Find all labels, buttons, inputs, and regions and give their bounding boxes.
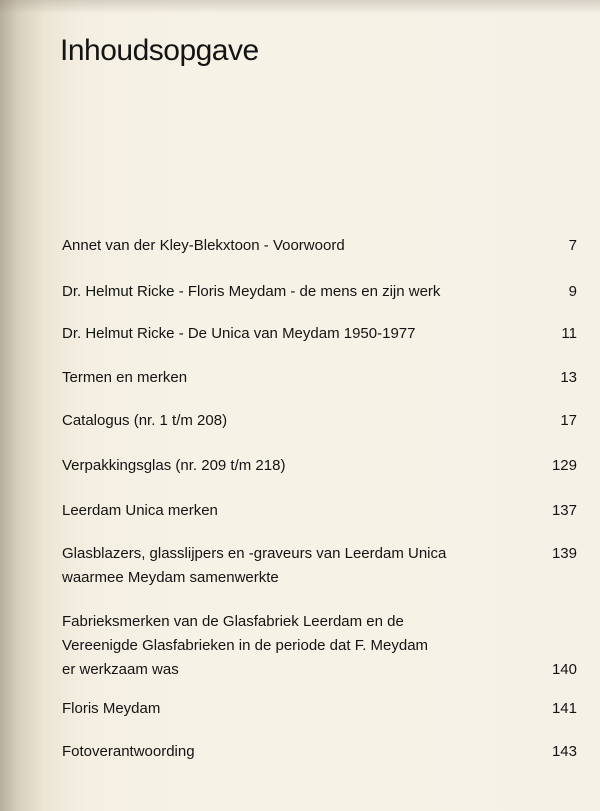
toc-entry-title-line: Verpakkingsglas (nr. 209 t/m 218) <box>62 457 286 474</box>
toc-entry-title <box>62 499 218 523</box>
toc-entry-title <box>62 234 345 258</box>
toc-entry-title-line: Fotoverantwoording <box>62 743 195 760</box>
toc-entry-title-line: er werkzaam was <box>62 661 179 678</box>
toc-entry-title <box>62 610 428 682</box>
toc-entry-title-line: Fabrieksmerken van de Glasfabriek Leerdam en de <box>62 613 404 630</box>
toc-entry-page-number: 11 <box>561 325 577 342</box>
toc-entry-title-line: Termen en merken <box>62 369 188 386</box>
toc-entry-title-line: Vereenigde Glasfabrieken in de periode dat F. Meydam <box>62 637 429 654</box>
toc-entry-page-number: 143 <box>551 743 577 760</box>
page-title: Inhoudsopgave <box>60 34 259 67</box>
toc-entry-title-line: Dr. Helmut Ricke - De Unica van Meydam 1950-1977 <box>62 325 416 342</box>
toc-entry-title-line: Dr. Helmut Ricke - Floris Meydam - de mens en zijn werk <box>62 283 441 300</box>
toc-entry-title <box>62 366 187 390</box>
toc-entry <box>62 234 577 258</box>
toc-entry-page-number: 129 <box>551 457 577 474</box>
toc-entry <box>62 409 577 433</box>
toc-entry-page-number: 13 <box>560 369 577 386</box>
toc-entry-title <box>62 280 440 304</box>
toc-entry-title <box>62 454 285 478</box>
toc-entry-title-line: waarmee Meydam samenwerkte <box>62 569 279 586</box>
toc-entry-page-number: 9 <box>568 283 577 300</box>
toc-entry-title <box>62 409 227 433</box>
toc-entry-title-line: Glasblazers, glasslijpers en -graveurs van Leerdam Unica <box>62 545 447 562</box>
toc-entry <box>62 697 577 721</box>
toc-entry-page-number: 137 <box>551 502 577 519</box>
toc-entry <box>62 366 577 390</box>
toc-entry <box>62 280 577 304</box>
toc-entry <box>62 610 577 682</box>
toc-entry-title-line: Leerdam Unica merken <box>62 502 218 519</box>
toc-entry <box>62 740 577 764</box>
toc-entry-page-number: 7 <box>568 237 577 254</box>
toc-entry <box>62 499 577 523</box>
toc-entry-title <box>62 697 160 721</box>
toc-entry-page-number: 141 <box>551 700 577 717</box>
toc-entry-page-number: 17 <box>560 412 577 429</box>
page-edge-shadow <box>0 0 600 14</box>
toc-entry <box>62 454 577 478</box>
toc-entry-page-number: 139 <box>551 545 577 562</box>
toc-entry-page-number: 140 <box>551 661 577 678</box>
toc-entry-title-line: Annet van der Kley-Blekxtoon - Voorwoord <box>62 237 345 254</box>
toc-entry-title <box>62 740 195 764</box>
toc-entry-title <box>62 322 415 346</box>
toc-entry-title-line: Catalogus (nr. 1 t/m 208) <box>62 412 228 429</box>
toc-entry-title-line: Floris Meydam <box>62 700 161 717</box>
toc-entry <box>62 322 577 346</box>
toc-entry-title <box>62 542 446 590</box>
toc-entry <box>62 542 577 590</box>
